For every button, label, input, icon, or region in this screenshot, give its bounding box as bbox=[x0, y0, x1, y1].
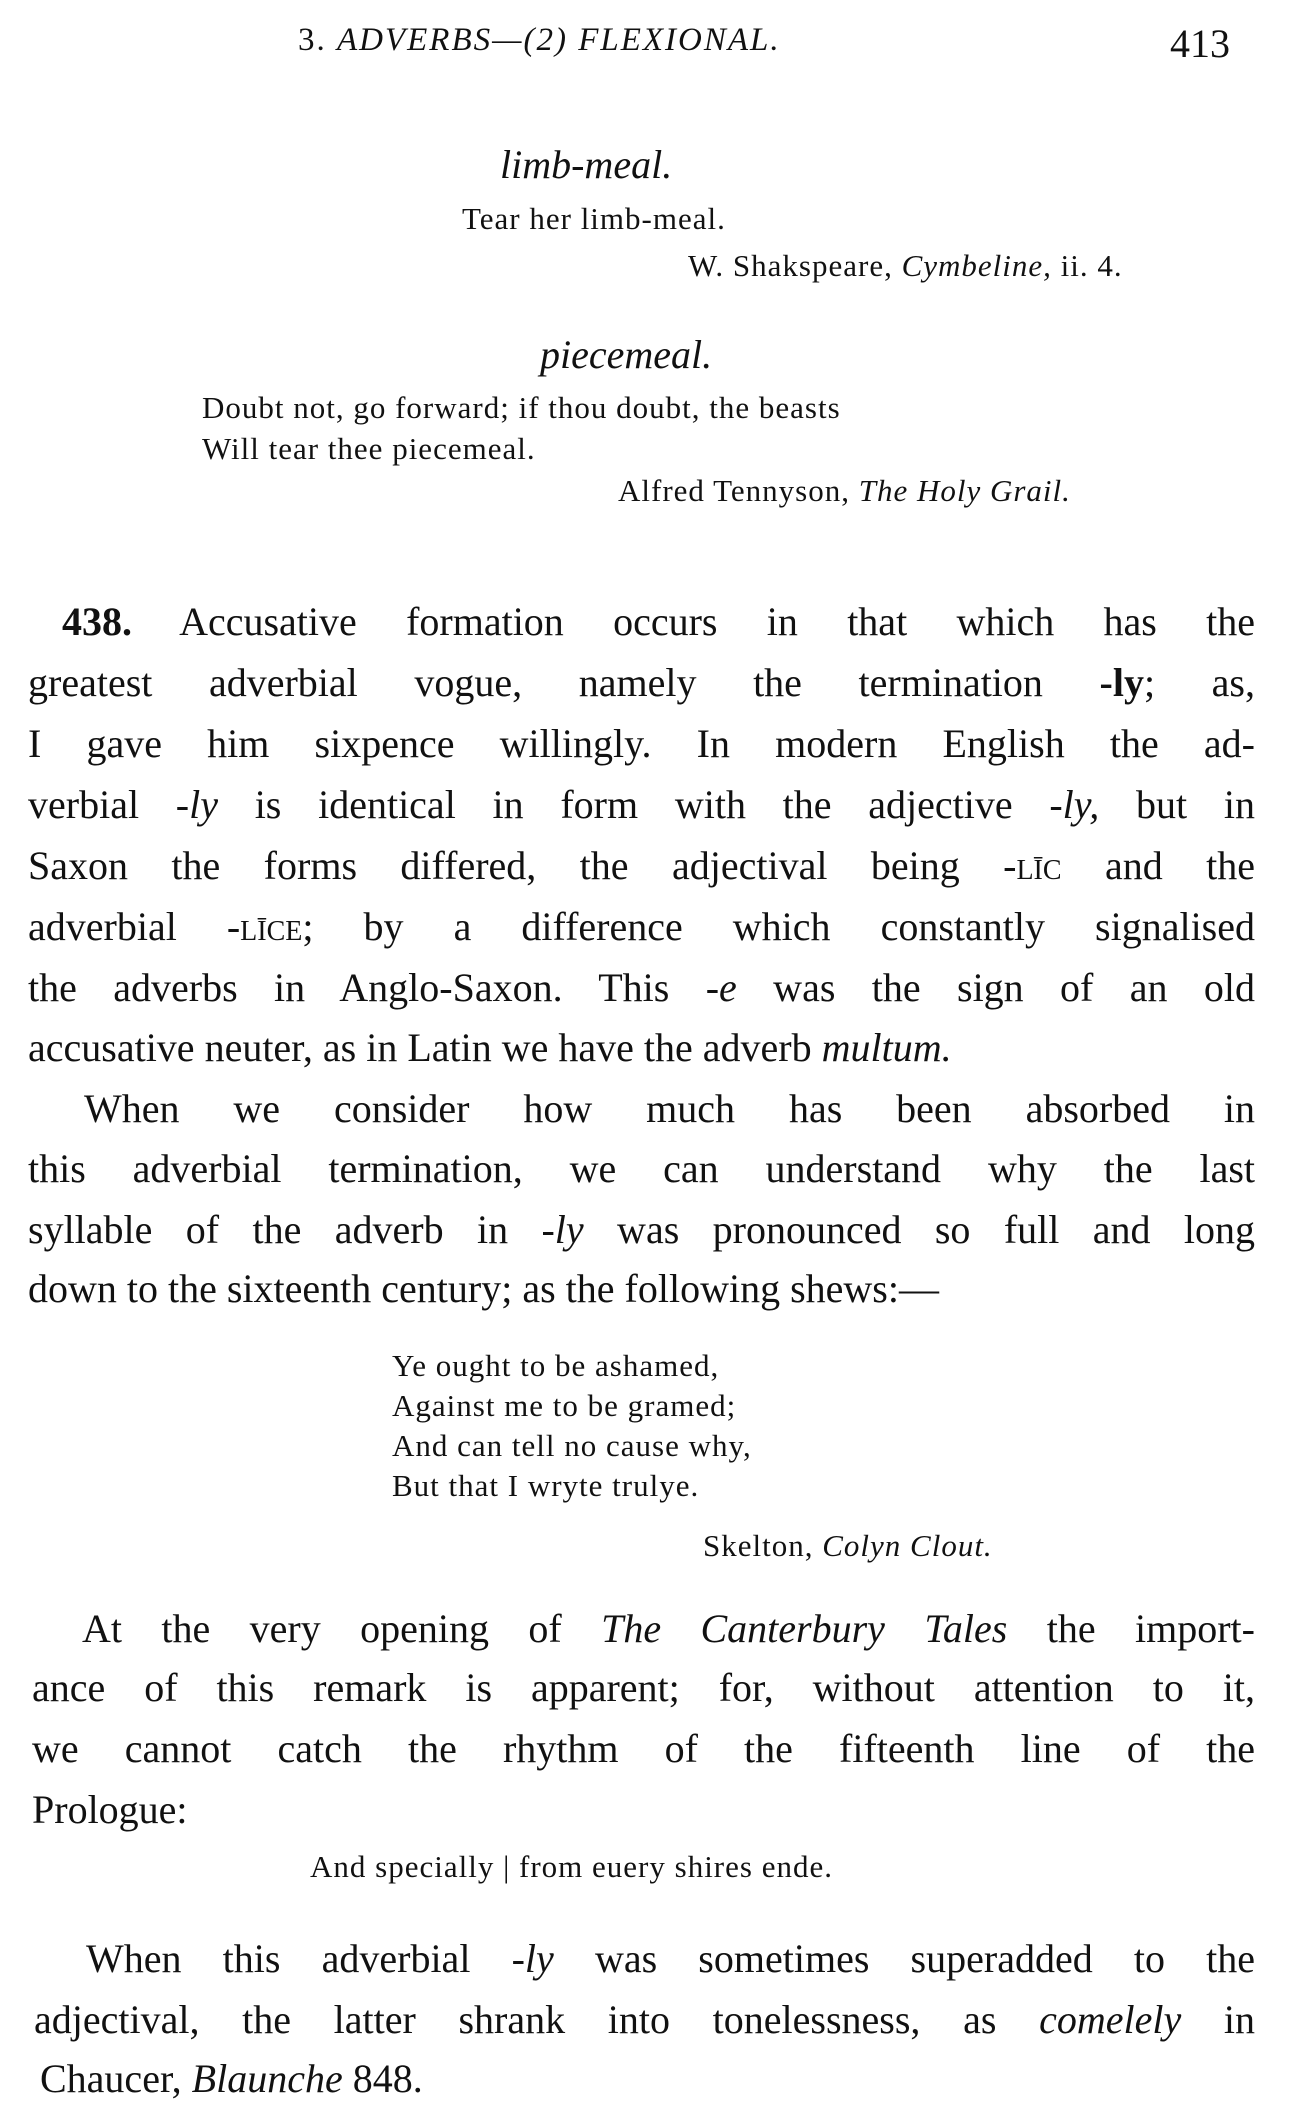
text-run: When we consider how much has been absorbed in bbox=[84, 1086, 1255, 1131]
quotation-line bbox=[462, 203, 726, 234]
text-run: Alfred Tennyson, bbox=[618, 473, 859, 508]
paragraph-line bbox=[32, 1665, 1255, 1710]
text-run: Will tear thee piecemeal. bbox=[202, 431, 536, 466]
text-run: was the sign of an old bbox=[736, 965, 1255, 1010]
text-run: Saxon the forms differed, the adjectival being bbox=[28, 843, 1004, 888]
paragraph-line bbox=[86, 1936, 1256, 1981]
text-run: When this adverbial bbox=[86, 1936, 512, 1981]
text-run: we cannot catch the rhythm of the fifteenth line of the bbox=[32, 1726, 1255, 1771]
paragraph-line bbox=[62, 599, 1255, 644]
text-run: I gave him sixpence willingly. In modern English the ad- bbox=[28, 721, 1255, 766]
text-run: was pronounced so full and long bbox=[583, 1207, 1256, 1252]
text-run: in bbox=[1181, 1997, 1255, 2042]
section-heading bbox=[540, 332, 713, 377]
italic-text: -ly bbox=[511, 1936, 554, 1981]
bold-text: -ly bbox=[1099, 660, 1144, 705]
text-run: 848. bbox=[342, 2056, 423, 2101]
quotation-line bbox=[392, 1350, 719, 1381]
text-run: ; by a difference which constantly signalised bbox=[302, 904, 1256, 949]
italic-text: -ly, bbox=[1049, 782, 1100, 827]
text-run: Tear her limb-meal. bbox=[462, 201, 726, 236]
paragraph-line bbox=[28, 1146, 1255, 1191]
text-run: the adverbs in Anglo-Saxon. This bbox=[28, 965, 706, 1010]
quotation-line bbox=[703, 1530, 993, 1561]
text-run: verbial bbox=[28, 782, 176, 827]
text-run: is identical in form with the adjective bbox=[217, 782, 1050, 827]
italic-text: ADVERBS—(2) FLEXIONAL. bbox=[337, 22, 781, 58]
paragraph-line bbox=[28, 965, 1255, 1010]
italic-text: Colyn Clout. bbox=[822, 1528, 993, 1563]
text-run: Skelton, bbox=[703, 1528, 823, 1563]
small-caps-text: -līce bbox=[226, 904, 303, 949]
italic-text: -e bbox=[705, 965, 737, 1010]
paragraph-line bbox=[28, 660, 1256, 705]
text-run: but in bbox=[1099, 782, 1255, 827]
text-run: Doubt not, go forward; if thou doubt, the beasts bbox=[202, 390, 841, 425]
quotation-line bbox=[688, 250, 1123, 281]
paragraph-line bbox=[28, 1207, 1256, 1252]
paragraph-line bbox=[28, 1025, 952, 1070]
text-run: Accusative formation occurs in that which has the bbox=[132, 599, 1255, 644]
text-run: Chaucer, bbox=[40, 2056, 192, 2101]
bold-text: 438. bbox=[62, 599, 132, 644]
text-run: was sometimes superadded to the bbox=[553, 1936, 1256, 1981]
paragraph-line bbox=[84, 1086, 1255, 1131]
small-caps-text: -līc bbox=[1003, 843, 1062, 888]
italic-text: Cymbeline, bbox=[901, 248, 1052, 283]
text-run: and the bbox=[1061, 843, 1256, 888]
text-run: And can tell no cause why, bbox=[392, 1428, 752, 1463]
paragraph-line bbox=[82, 1606, 1255, 1651]
quotation-line bbox=[392, 1430, 752, 1461]
text-run: Against me to be gramed; bbox=[392, 1388, 737, 1423]
paragraph-line bbox=[34, 1997, 1255, 2042]
section-heading bbox=[500, 142, 673, 187]
paragraph-line bbox=[40, 2056, 423, 2101]
quotation-line bbox=[392, 1470, 699, 1501]
quotation-line bbox=[202, 433, 536, 464]
paragraph-line bbox=[32, 1726, 1255, 1771]
paragraph-line bbox=[28, 721, 1255, 766]
text-run: greatest adverbial vogue, namely the termination bbox=[28, 660, 1100, 705]
page-number: 413 bbox=[1170, 21, 1230, 66]
text-run: 3. bbox=[298, 22, 337, 58]
text-run: accusative neuter, as in Latin we have the adverb bbox=[28, 1025, 822, 1070]
text-run: And specially | from euery shires ende. bbox=[310, 1849, 833, 1884]
quotation-line bbox=[202, 392, 841, 423]
paragraph-line bbox=[28, 782, 1255, 827]
text-run: Prologue: bbox=[32, 1787, 188, 1832]
text-run: down to the sixteenth century; as the following shews:— bbox=[28, 1266, 939, 1311]
text-run: adjectival, the latter shrank into tonelessness, as bbox=[34, 1997, 1040, 2042]
text-run: W. Shakspeare, bbox=[688, 248, 902, 283]
text-run: adverbial bbox=[28, 904, 227, 949]
text-run: But that I wryte trulye. bbox=[392, 1468, 700, 1503]
text-run: Ye ought to be ashamed, bbox=[392, 1348, 720, 1383]
paragraph-line bbox=[28, 1266, 939, 1311]
text-run: ii. 4. bbox=[1051, 248, 1123, 283]
text-run: ance of this remark is apparent; for, without attention to it, bbox=[32, 1665, 1255, 1710]
quotation-line bbox=[310, 1851, 833, 1882]
text-run: At the very opening of bbox=[82, 1606, 602, 1651]
italic-text: Blaunche bbox=[191, 2056, 343, 2101]
italic-text: -ly bbox=[541, 1207, 584, 1252]
paragraph-line bbox=[28, 843, 1256, 888]
text-run: the import- bbox=[1007, 1606, 1255, 1651]
italic-text: multum. bbox=[821, 1025, 952, 1070]
italic-text: -ly bbox=[175, 782, 218, 827]
italic-text: limb-meal. bbox=[500, 142, 673, 187]
text-run: syllable of the adverb in bbox=[28, 1207, 542, 1252]
paragraph-line bbox=[32, 1787, 188, 1832]
text-run: this adverbial termination, we can understand why the last bbox=[28, 1146, 1255, 1191]
quotation-line bbox=[618, 475, 1071, 506]
running-title bbox=[298, 24, 781, 57]
italic-text: The Canterbury Tales bbox=[601, 1606, 1008, 1651]
italic-text: piecemeal. bbox=[540, 332, 713, 377]
text-run: ; as, bbox=[1143, 660, 1256, 705]
quotation-line bbox=[392, 1390, 736, 1421]
italic-text: The Holy Grail. bbox=[858, 473, 1071, 508]
paragraph-line bbox=[28, 904, 1256, 949]
italic-text: comelely bbox=[1039, 1997, 1182, 2042]
